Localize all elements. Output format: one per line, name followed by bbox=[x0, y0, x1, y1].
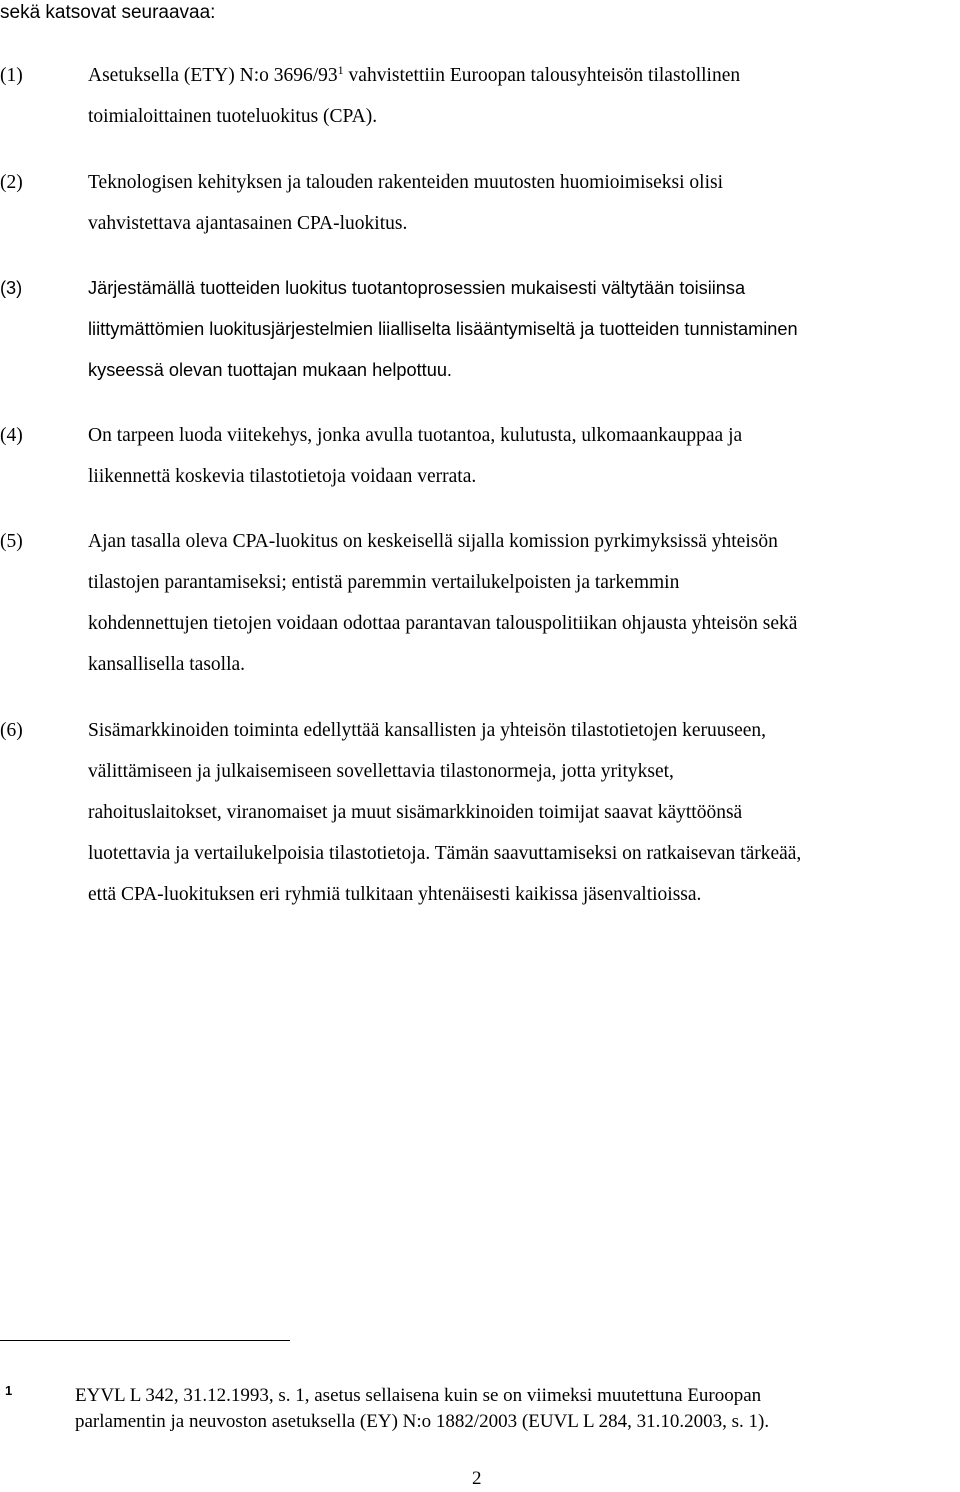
footnote-separator bbox=[0, 1340, 290, 1341]
recital-line: että CPA-luokituksen eri ryhmiä tulkitaan yhtenäisesti kaikissa jäsenvaltioissa. bbox=[88, 884, 702, 905]
page-number: 2 bbox=[472, 1468, 482, 1489]
intro-text: sekä katsovat seuraavaa: bbox=[0, 2, 216, 23]
recital-number: (3) bbox=[0, 278, 23, 298]
recital-line: kyseessä olevan tuottajan mukaan helpottuu. bbox=[88, 360, 452, 380]
recital-line: Ajan tasalla oleva CPA-luokitus on keskeisellä sijalla komission pyrkimyksissä yhteisön bbox=[88, 531, 778, 552]
recital-line: tilastojen parantamiseksi; entistä paremmin vertailukelpoisten ja tarkemmin bbox=[88, 572, 680, 593]
recital-line: rahoituslaitokset, viranomaiset ja muut sisämarkkinoiden toimijat saavat käyttöönsä bbox=[88, 802, 743, 823]
recital-text: vahvistettiin Euroopan talousyhteisön tilastollinen bbox=[343, 65, 741, 86]
recital-line: Järjestämällä tuotteiden luokitus tuotantoprosessien mukaisesti vältytään toisiinsa bbox=[88, 278, 746, 298]
footnote-reference[interactable]: 1 bbox=[337, 63, 344, 77]
footnote-text: EYVL L 342, 31.12.1993, s. 1, asetus sellaisena kuin se on viimeksi muutettuna Euroopan bbox=[75, 1385, 762, 1406]
recital-line: toimialoittainen tuoteluokitus (CPA). bbox=[88, 106, 378, 127]
recital-number: (1) bbox=[0, 65, 23, 86]
recital-line: Teknologisen kehityksen ja talouden rakenteiden muutosten huomioimiseksi olisi bbox=[88, 172, 723, 193]
recital-line: liikennettä koskevia tilastotietoja voidaan verrata. bbox=[88, 466, 477, 487]
footnote-text: parlamentin ja neuvoston asetuksella (EY) N:o 1882/2003 (EUVL L 284, 31.10.2003, s. 1). bbox=[75, 1411, 770, 1432]
recital-line: kohdennettujen tietojen voidaan odottaa parantavan talouspolitiikan ohjausta yhteisön sekä bbox=[88, 613, 798, 634]
recital-line: liittymättömien luokitusjärjestelmien liialliselta lisääntymiseltä ja tuotteiden tunnistaminen bbox=[88, 319, 798, 339]
recital-text: Asetuksella (ETY) N:o 3696/93 bbox=[88, 65, 338, 86]
recital-line: vahvistettava ajantasainen CPA-luokitus. bbox=[88, 213, 408, 234]
recital-line: On tarpeen luoda viitekehys, jonka avulla tuotantoa, kulutusta, ulkomaankauppaa ja bbox=[88, 425, 743, 446]
footnote-mark: 1 bbox=[5, 1383, 13, 1398]
recital-number: (6) bbox=[0, 720, 23, 741]
recital-line: Sisämarkkinoiden toiminta edellyttää kansallisten ja yhteisön tilastotietojen keruuseen, bbox=[88, 720, 767, 741]
recital-line: välittämiseen ja julkaisemiseen sovellettavia tilastonormeja, jotta yritykset, bbox=[88, 761, 674, 782]
recital-line bbox=[88, 55, 740, 96]
recital-number: (5) bbox=[0, 531, 23, 552]
recital-line: luotettavia ja vertailukelpoisia tilastotietoja. Tämän saavuttamiseksi on ratkaisevan tärkeää, bbox=[88, 843, 802, 864]
recital-number: (2) bbox=[0, 172, 23, 193]
recital-number: (4) bbox=[0, 425, 23, 446]
recital-line: kansallisella tasolla. bbox=[88, 654, 246, 675]
